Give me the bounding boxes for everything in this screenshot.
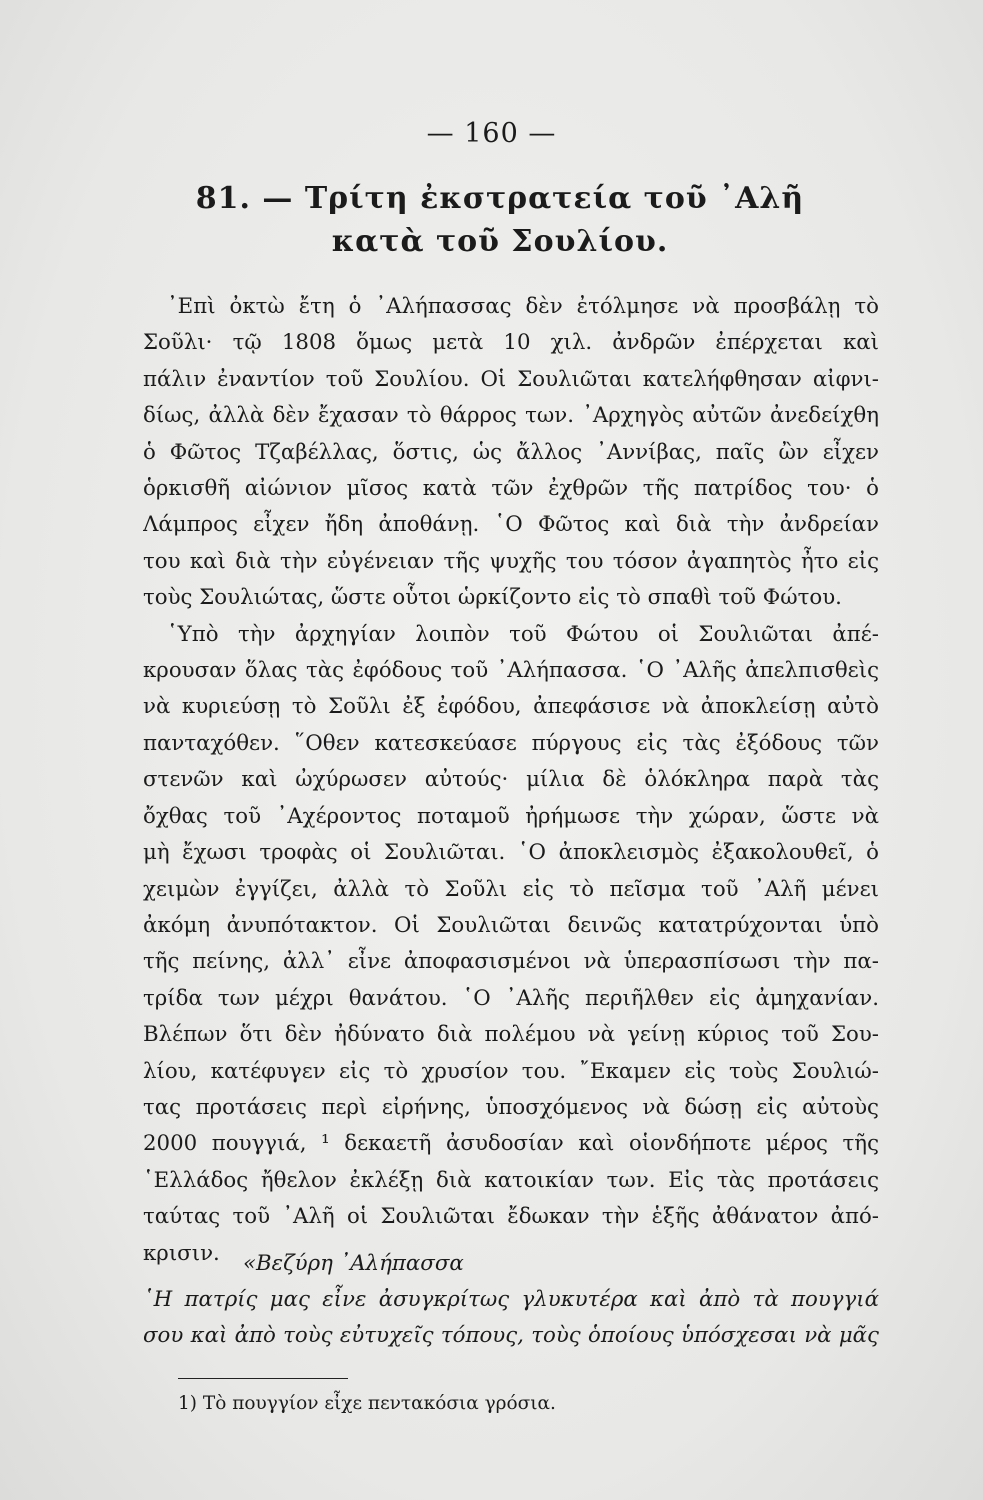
text-line: ῾Ελλάδος ἤθελον ἐκλέξῃ διὰ κατοικίαν των. Εἰς τὰς προτάσεις <box>143 1167 879 1193</box>
text-line: Βλέπων ὅτι δὲν ἠδύνατο διὰ πολέμου νὰ γείνῃ κύριος τοῦ Σου- <box>143 1022 879 1048</box>
text-line: τοὺς Σουλιώτας, ὥστε οὗτοι ὡρκίζοντο εἰς τὸ σπαθὶ τοῦ Φώτου. <box>143 585 842 611</box>
text-line: ὁ Φῶτος Τζαβέλλας, ὅστις, ὡς ἄλλος ᾿Αννίβας, παῖς ὢν εἶχεν <box>143 439 879 465</box>
text-line: ἀκόμη ἀνυπότακτον. Οἱ Σουλιῶται δεινῶς κατατρύχονται ὑπὸ <box>143 912 879 938</box>
letter-line: σου καὶ ἀπὸ τοὺς εὐτυχεῖς τόπους, τοὺς ὁποίους ὑπόσχεσαι νὰ μᾶς <box>143 1323 879 1348</box>
text-line: μὴ ἔχωσι τροφὰς οἱ Σουλιῶται. ῾Ο ἀποκλεισμὸς ἐξακολουθεῖ, ὁ <box>143 840 879 866</box>
text-line: κρουσαν ὅλας τὰς ἐφόδους τοῦ ᾿Αλήπασσα. ῾Ο ᾿Αλῆς ἀπελπισθεὶς <box>143 658 879 684</box>
text-line: πανταχόθεν. ῞Οθεν κατεσκεύασε πύργους εἰς τὰς ἐξόδους τῶν <box>143 730 879 756</box>
text-line: του καὶ διὰ τὴν εὐγένειαν τῆς ψυχῆς του τόσον ἀγαπητὸς ἦτο εἰς <box>143 548 879 574</box>
text-line: δίως, ἀλλὰ δὲν ἔχασαν τὸ θάρρος των. ᾿Αρχηγὸς αὐτῶν ἀνεδείχθη <box>143 403 879 429</box>
text-line: λίου, κατέφυγεν εἰς τὸ χρυσίον του. ῎Εκαμεν εἰς τοὺς Σουλιώ- <box>143 1058 879 1084</box>
footnote: 1) Τὸ πουγγίον εἶχε πεντακόσια γρόσια. <box>178 1393 556 1414</box>
letter-line: ῾Η πατρίς μας εἶνε ἀσυγκρίτως γλυκυτέρα καὶ ἀπὸ τὰ πουγγιά <box>143 1287 879 1312</box>
text-line: πάλιν ἐναντίον τοῦ Σουλίου. Οἱ Σουλιῶται κατελήφθησαν αἰφνι- <box>143 366 879 392</box>
section-heading <box>120 178 880 264</box>
text-line: κρισιν. <box>143 1240 220 1266</box>
text-line: ὁρκισθῆ αἰώνιον μῖσος κατὰ τῶν ἐχθρῶν τῆς πατρίδος του· ὁ <box>143 476 879 502</box>
text-line: ῾Υπὸ τὴν ἀρχηγίαν λοιπὸν τοῦ Φώτου οἱ Σουλιῶται ἀπέ- <box>167 621 879 647</box>
text-line: ὄχθας τοῦ ᾿Αχέροντος ποταμοῦ ἠρήμωσε τὴν χώραν, ὥστε νὰ <box>143 803 879 829</box>
text-line: 2000 πουγγιά, ¹ δεκαετῆ ἀσυδοσίαν καὶ οἱονδήποτε μέρος τῆς <box>143 1131 879 1157</box>
quoted-letter <box>143 1246 879 1354</box>
heading-line-1: 81. — Τρίτη ἐκστρατεία τοῦ ᾿Αλῆ <box>195 181 805 216</box>
heading-line-2: κατὰ τοῦ Σουλίου. <box>331 224 669 259</box>
text-line: τῆς πείνης, ἀλλ᾿ εἶνε ἀποφασισμένοι νὰ ὑπερασπίσωσι τὴν πα- <box>143 949 879 975</box>
text-line: τρίδα των μέχρι θανάτου. ῾Ο ᾿Αλῆς περιῆλθεν εἰς ἀμηχανίαν. <box>143 985 879 1011</box>
footnote-divider <box>178 1378 348 1379</box>
text-line: χειμὼν ἐγγίζει, ἀλλὰ τὸ Σοῦλι εἰς τὸ πεῖσμα τοῦ ᾿Αλῆ μένει <box>143 876 879 902</box>
text-line: ταύτας τοῦ ᾿Αλῆ οἱ Σουλιῶται ἔδωκαν τὴν ἑξῆς ἀθάνατον ἀπό- <box>143 1204 879 1230</box>
text-line: Σοῦλι· τῷ 1808 ὅμως μετὰ 10 χιλ. ἀνδρῶν ἐπέρχεται καὶ <box>143 330 879 356</box>
letter-salutation: «Βεζύρη ᾿Αλήπασσα <box>243 1251 464 1276</box>
text-line: στενῶν καὶ ὠχύρωσεν αὐτούς· μίλια δὲ ὁλόκληρα παρὰ τὰς <box>143 767 879 793</box>
page-number: — 160 — <box>426 118 557 149</box>
body-paragraphs <box>143 289 879 1272</box>
text-line: ᾿Επὶ ὀκτὼ ἔτη ὁ ᾿Αλήπασσας δὲν ἐτόλμησε νὰ προσβάλῃ τὸ <box>167 294 879 319</box>
text-line: Λάμπρος εἶχεν ἤδη ἀποθάνῃ. ῾Ο Φῶτος καὶ διὰ τὴν ἀνδρείαν <box>143 512 879 538</box>
text-line: νὰ κυριεύσῃ τὸ Σοῦλι ἐξ ἐφόδου, ἀπεφάσισε νὰ ἀποκλείσῃ αὐτὸ <box>143 694 879 720</box>
text-line: τας προτάσεις περὶ εἰρήνης, ὑποσχόμενος νὰ δώσῃ εἰς αὐτοὺς <box>143 1094 879 1120</box>
